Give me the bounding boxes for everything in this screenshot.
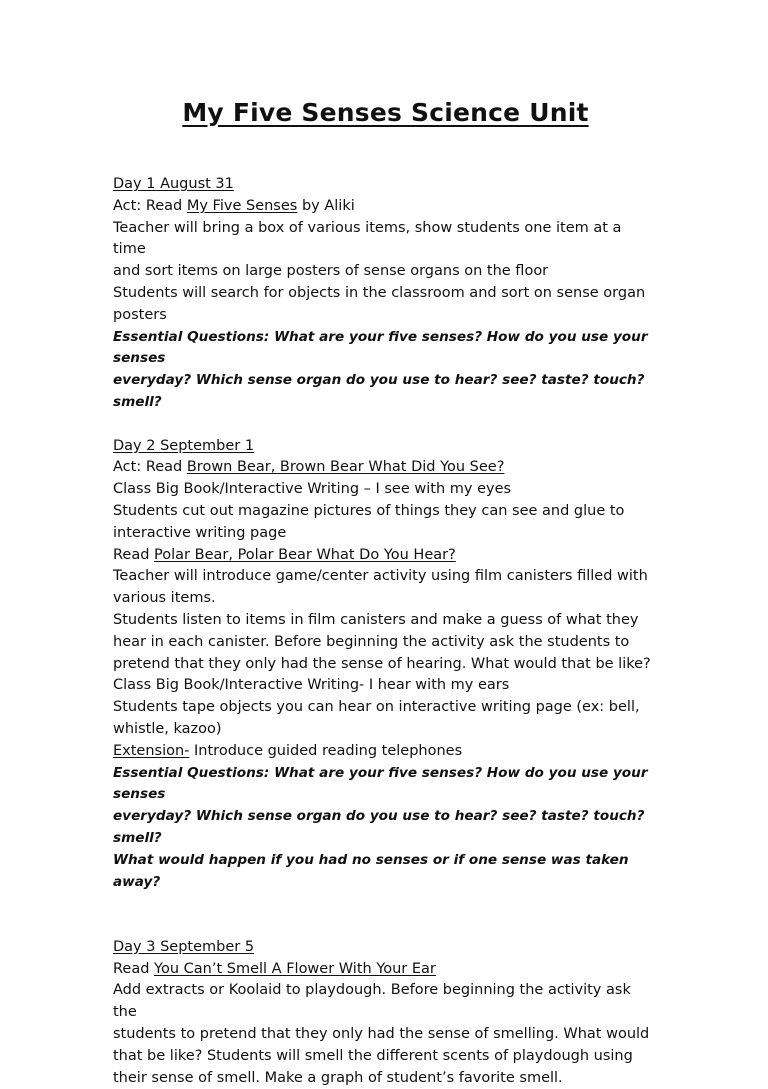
book-title-my-five-senses: My Five Senses — [186, 197, 298, 214]
day-2-text-line: hear in each canister. Before beginning the activity ask the students to — [113, 633, 630, 650]
day-2-read-line — [113, 545, 658, 567]
day-1-section — [113, 174, 658, 414]
day-1-essential-questions: everyday? Which sense organ do you use to hear? see? taste? touch? smell? — [113, 372, 645, 410]
day-3-text-line: that be like? Students will smell the different scents of playdough using — [113, 1047, 633, 1064]
day-1-heading: Day 1 August 31 — [113, 176, 234, 192]
day-2-text-line: pretend that they only had the sense of hearing. What would that be like? — [113, 655, 651, 672]
day-2-text-line: various items. — [113, 590, 216, 607]
day-2-heading: Day 2 September 1 — [113, 437, 255, 454]
day-2-text-line: Students cut out magazine pictures of things they can see and glue to — [113, 502, 625, 519]
day-3-text-line: Add extracts or Koolaid to playdough. Before beginning the activity ask the — [113, 982, 631, 1021]
day-2-text-line: Students tape objects you can hear on interactive writing page (ex: bell, — [113, 699, 640, 716]
day-2-text-line: interactive writing page — [113, 524, 287, 541]
day-1-text-line: Teacher will bring a box of various items, show students one item at a time — [113, 219, 622, 258]
act-suffix: by Aliki — [297, 197, 355, 214]
day-3-heading: Day 3 September 5 — [113, 938, 255, 955]
day-2-text-line: whistle, kazoo) — [113, 720, 222, 737]
day-2-text-line: Students listen to items in film canisters and make a guess of what they — [113, 611, 639, 628]
day-3-read-line — [113, 959, 658, 981]
day-2-essential-questions: What would happen if you had no senses or if one sense was taken away? — [113, 851, 629, 890]
page-title: My Five Senses Science Unit — [182, 98, 589, 127]
book-title-smell-flower: You Can’t Smell A Flower With Your Ear — [154, 960, 436, 977]
extension-label: Extension- — [113, 742, 190, 759]
day-2-text-line: Class Big Book/Interactive Writing- I hear with my ears — [113, 677, 510, 694]
day-1-activity — [113, 196, 658, 218]
day-1-text-line: and sort items on large posters of sense organs on the floor — [113, 263, 549, 280]
day-2-essential-questions: Essential Questions: What are your five senses? How do you use your senses — [113, 764, 648, 803]
day-2-text-line: Class Big Book/Interactive Writing – I see with my eyes — [113, 481, 512, 498]
book-title-brown-bear: Brown Bear, Brown Bear What Did You See? — [186, 459, 505, 476]
spacer — [113, 893, 658, 937]
day-3-section — [113, 937, 658, 1089]
day-2-essential-questions: everyday? Which sense organ do you use to hear? see? taste? touch? smell? — [113, 808, 645, 846]
day-2-text-line: Teacher will introduce game/center activity using film canisters filled with — [113, 568, 648, 585]
day-2-activity — [113, 457, 658, 479]
book-title-polar-bear: Polar Bear, Polar Bear What Do You Hear? — [154, 546, 456, 563]
day-1-text-line: posters — [113, 306, 167, 323]
day-2-extension — [113, 741, 658, 763]
spacer — [113, 414, 658, 436]
act-prefix: Act: Read — [113, 197, 187, 214]
read-prefix: Read — [113, 546, 155, 563]
day-2-section — [113, 436, 658, 894]
read-prefix: Read — [113, 960, 155, 977]
day-1-essential-questions: Essential Questions: What are your five senses? How do you use your senses — [113, 328, 648, 367]
day-3-text-line: their sense of smell. Make a graph of student’s favorite smell. — [113, 1069, 563, 1086]
act-prefix: Act: Read — [113, 459, 187, 476]
document-page — [113, 96, 658, 1089]
day-3-text-line: students to pretend that they only had the sense of smelling. What would — [113, 1026, 650, 1043]
day-1-text-line: Students will search for objects in the classroom and sort on sense organ — [113, 284, 646, 301]
extension-text: Introduce guided reading telephones — [189, 742, 463, 759]
